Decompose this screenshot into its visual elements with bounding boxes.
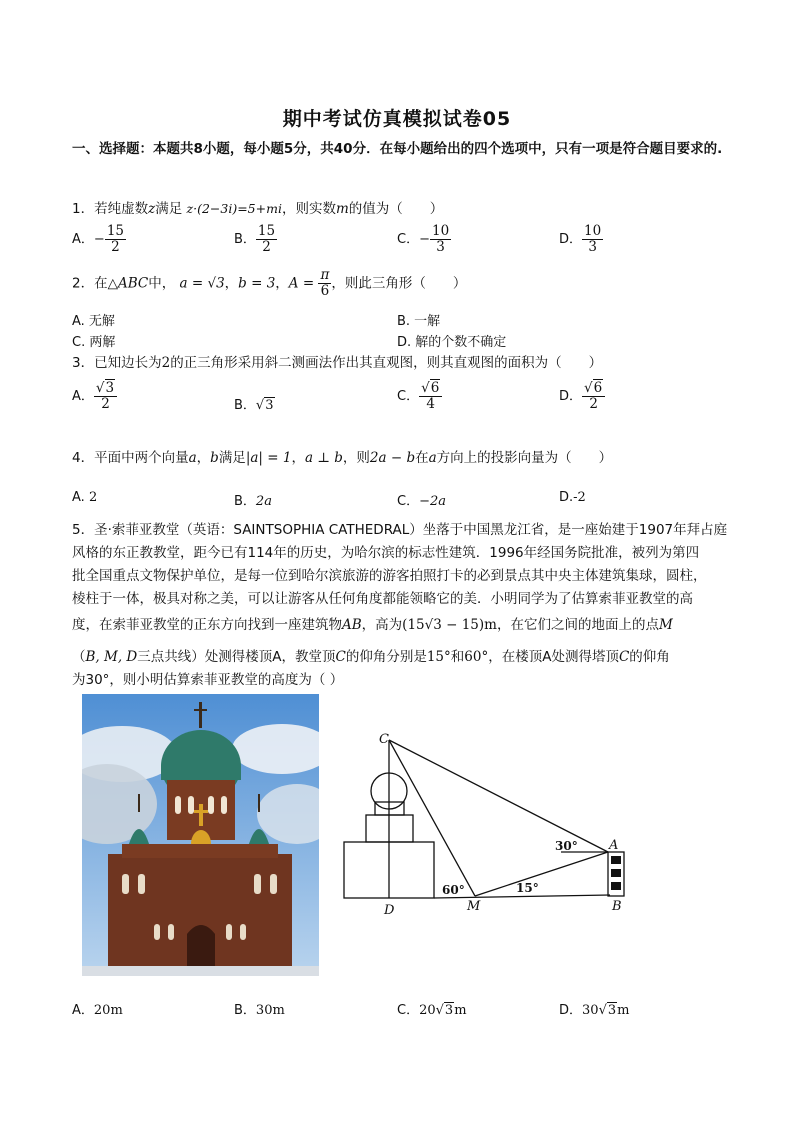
geometry-diagram	[336, 726, 636, 921]
q5-line-5: 度，在索菲亚教堂的正东方向找到一座建筑物AB，高为(15√3 − 15)m，在它们之间的地面上的点M	[72, 617, 673, 633]
q5-option-b[interactable]: B．30m	[234, 1003, 285, 1018]
option-fraction: $\frac{15}{2}$	[257, 223, 276, 255]
label-D: D	[384, 903, 395, 918]
option-sign: −	[419, 232, 430, 247]
label-B: B	[612, 899, 622, 914]
q2-text-b: 中，	[148, 275, 176, 292]
option-fraction: $\frac{15}{2}$	[106, 223, 124, 255]
q5-line-2: 风格的东正教教堂，距今已有114年的历史，为哈尔滨的标志性建筑．1996年经国务院批准，被列为第四	[72, 545, 700, 561]
q1-text-d: 的值为（ ）	[348, 201, 444, 217]
question-1-stem	[72, 197, 443, 217]
q2-cond-A: A =	[288, 275, 315, 292]
question-3-stem: 3．已知边长为2的正三角形采用斜二测画法作出其直观图，则其直观图的面积为（ ）	[72, 355, 603, 371]
page-title: 期中考试仿真模拟试卷05	[282, 108, 512, 130]
q4-option-b[interactable]: B．2a	[234, 494, 272, 509]
label-C: C	[379, 732, 389, 747]
q1-option-a[interactable]	[72, 224, 126, 255]
q3-option-d[interactable]: D． $\frac{√6}{2}$	[559, 381, 605, 412]
q2-option-b[interactable]: B. 一解	[397, 314, 441, 329]
q4-option-d[interactable]: D.-2	[559, 490, 586, 505]
q5-line-3: 批全国重点文物保护单位，是每一位到哈尔滨旅游的游客拍照打卡的必到景点其中央主体建筑集球，圆柱，	[72, 568, 707, 584]
q1-equation: z·(2−3i)=5+mi	[186, 201, 282, 216]
building-window	[611, 869, 621, 877]
label-A: A	[609, 838, 619, 853]
q2-cond-b: b = 3	[238, 275, 276, 292]
q5-option-a[interactable]: A．20m	[72, 1003, 123, 1018]
option-fraction: $\frac{10}{3}$	[584, 223, 602, 255]
q5-option-d[interactable]: D．30√3m	[559, 1003, 630, 1018]
q2-option-c[interactable]: C. 两解	[72, 335, 116, 350]
q3-option-a[interactable]: A． $\frac{√3}{2}$	[72, 381, 117, 412]
q2-option-d[interactable]: D. 解的个数不确定	[397, 335, 507, 350]
line-CA	[389, 740, 608, 852]
q5-line-1: 5．圣·索菲亚教堂（英语：SAINTSOPHIA CATHEDRAL）坐落于中国黑龙江省，是一座始建于1907年拜占庭	[72, 522, 728, 538]
q4-option-a[interactable]: A. 2	[72, 490, 98, 505]
option-label: A．	[72, 232, 94, 247]
option-label: B．	[234, 232, 256, 247]
angle-15-label: 15°	[516, 881, 539, 895]
q2-text-c: ，则此三角形（ ）	[331, 275, 467, 292]
q2-text-a: 2．在	[72, 275, 108, 292]
question-2-stem: 2．在△ABC中， a = √3，b = 3，A = $\frac{\pi}{6}$ ，则此三角形（ ）	[72, 267, 467, 299]
question-4-stem: 4．平面中两个向量a，b满足|a| = 1，a ⊥ b，则2a − b在a方向上的投影向量为（ ）	[72, 450, 613, 466]
option-label: D．	[559, 232, 583, 247]
angle-30-label: 30°	[555, 839, 578, 853]
angle-60-label: 60°	[442, 883, 465, 897]
q2-angle-fraction: $\frac{\pi}{6}$	[320, 267, 330, 299]
q5-option-c[interactable]: C．20√3m	[397, 1003, 467, 1018]
section-heading: 一、选择题：本题共8小题，每小题5分，共40分．在每小题给出的四个选项中，只有一项是符合题目要求的.	[72, 141, 723, 157]
line-MA	[475, 852, 608, 896]
building-window	[611, 856, 621, 864]
q4-option-c[interactable]: C．−2a	[397, 494, 446, 509]
q5-line-4: 棱柱于一体，极具对称之美，可以让游客从任何角度都能领略它的美．小明同学为了估算索菲亚教堂的高	[72, 591, 693, 607]
q1-text-c: ，则实数	[281, 201, 336, 217]
label-M: M	[467, 899, 481, 914]
option-label: C．	[397, 232, 420, 247]
vector-b: b	[210, 450, 219, 466]
option-fraction: $\frac{10}{3}$	[431, 223, 450, 255]
q1-option-b[interactable]	[234, 224, 277, 255]
q1-option-c[interactable]	[397, 224, 451, 255]
q1-text-a: 1．若纯虚数	[72, 201, 149, 217]
line-CM	[389, 740, 475, 896]
vector-a: a	[188, 450, 197, 466]
option-sign: −	[93, 232, 105, 247]
q1-option-d[interactable]	[559, 224, 603, 255]
q2-cond-a: a = √3	[179, 275, 225, 292]
q5-line-6: （B, M, D三点共线）处测得楼顶A，教堂顶C的仰角分别是15°和60°，在楼顶A处测得塔顶C的仰角	[72, 649, 670, 665]
q3-option-b[interactable]: B．√3	[234, 398, 274, 413]
q5-line-7: 为30°，则小明估算索菲亚教堂的高度为（ ）	[72, 672, 344, 688]
building-window	[611, 882, 621, 890]
q2-triangle: △ABC	[107, 275, 149, 292]
cathedral-photo	[82, 694, 319, 976]
q2-option-a[interactable]: A. 无解	[72, 314, 115, 329]
q3-option-c[interactable]: C． $\frac{√6}{4}$	[397, 381, 442, 412]
q1-var-z: z	[148, 201, 156, 217]
q1-var-m: m	[335, 201, 349, 217]
q1-text-b: 满足	[155, 201, 183, 217]
